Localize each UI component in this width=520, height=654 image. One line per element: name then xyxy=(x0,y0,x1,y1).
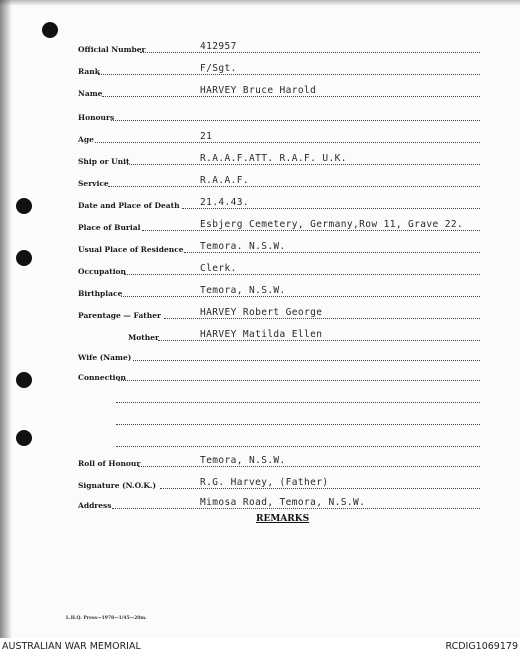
dotted-leader xyxy=(182,208,480,209)
field-label: Ship or Unit xyxy=(78,157,130,166)
field-value: Temora, N.S.W. xyxy=(200,285,286,296)
field-label: Parentage — Father xyxy=(78,311,161,320)
field-label: Roll of Honour xyxy=(78,459,141,468)
field-official-number xyxy=(0,36,520,56)
dotted-leader xyxy=(116,446,480,447)
field-roll-of-honour xyxy=(0,450,520,470)
dotted-leader xyxy=(124,274,480,275)
field-signature-nok xyxy=(0,472,520,492)
dotted-leader xyxy=(95,142,480,143)
dotted-leader xyxy=(111,120,480,121)
dotted-leader xyxy=(164,318,480,319)
dotted-leader xyxy=(127,164,480,165)
field-label: Wife (Name) xyxy=(78,353,132,362)
dotted-leader xyxy=(118,380,480,381)
field-value: Temora. N.S.W. xyxy=(200,241,286,252)
field-honours xyxy=(0,104,520,124)
field-label: Mother xyxy=(128,333,159,342)
field-value: 412957 xyxy=(200,41,237,52)
field-value: F/Sgt. xyxy=(200,63,237,74)
field-connection xyxy=(0,364,520,384)
field-label: Place of Burial xyxy=(78,223,141,232)
dotted-leader xyxy=(160,488,480,489)
field-label: Service xyxy=(78,179,109,188)
field-value: R.G. Harvey, (Father) xyxy=(200,477,329,488)
field-occupation xyxy=(0,258,520,278)
field-label: Occupation xyxy=(78,267,126,276)
dotted-leader xyxy=(116,424,480,425)
field-value: Mimosa Road, Temora, N.S.W. xyxy=(200,497,366,508)
field-label: Usual Place of Residence xyxy=(78,245,184,254)
field-birthplace xyxy=(0,280,520,300)
scan-top-shadow xyxy=(0,0,520,6)
field-name xyxy=(0,80,520,100)
field-date-place-of-death xyxy=(0,192,520,212)
printer-imprint: L.H.Q. Press—1978—1/45—20m. xyxy=(66,616,147,621)
field-address xyxy=(0,492,520,512)
dotted-leader xyxy=(121,296,480,297)
dotted-leader xyxy=(102,96,480,97)
connection-continuation-line xyxy=(0,408,520,428)
field-wife xyxy=(0,344,520,364)
field-label: Age xyxy=(78,135,94,144)
field-value: R.A.A.F. xyxy=(200,175,249,186)
field-label: Name xyxy=(78,89,103,98)
field-value: 21.4.43. xyxy=(200,197,249,208)
field-value: R.A.A.F.ATT. R.A.F. U.K. xyxy=(200,153,347,164)
field-mother xyxy=(0,324,520,344)
institution-credit: AUSTRALIAN WAR MEMORIAL xyxy=(2,641,141,652)
dotted-leader xyxy=(116,402,480,403)
field-ship-or-unit xyxy=(0,148,520,168)
dotted-leader xyxy=(142,230,480,231)
dotted-leader xyxy=(108,186,480,187)
field-label: Address xyxy=(78,501,112,510)
field-value: Esbjerg Cemetery, Germany,Row 11, Grave 22. xyxy=(200,219,464,230)
connection-continuation-line xyxy=(0,386,520,406)
dotted-leader xyxy=(140,52,480,53)
field-service xyxy=(0,170,520,190)
field-rank xyxy=(0,58,520,78)
field-label: Birthplace xyxy=(78,289,123,298)
connection-continuation-line xyxy=(0,430,520,450)
dotted-leader xyxy=(158,340,480,341)
dotted-leader xyxy=(98,74,480,75)
field-value: HARVEY Robert George xyxy=(200,307,323,318)
field-value: Clerk. xyxy=(200,263,237,274)
field-usual-residence xyxy=(0,236,520,256)
field-place-of-burial xyxy=(0,214,520,234)
dotted-leader xyxy=(138,466,480,467)
dotted-leader xyxy=(133,360,480,361)
dotted-leader xyxy=(112,508,480,509)
field-label: Rank xyxy=(78,67,100,76)
field-age xyxy=(0,126,520,146)
field-label: Official Number xyxy=(78,45,146,54)
field-label: Connection xyxy=(78,373,126,382)
archive-footer xyxy=(0,640,520,654)
field-father xyxy=(0,302,520,322)
field-value: HARVEY Matilda Ellen xyxy=(200,329,323,340)
field-label: Signature (N.O.K.) xyxy=(78,481,156,490)
field-label: Honours xyxy=(78,113,115,122)
remarks-heading: REMARKS xyxy=(256,514,310,524)
field-label: Date and Place of Death xyxy=(78,201,180,210)
field-value: 21 xyxy=(200,131,213,142)
field-value: Temora, N.S.W. xyxy=(200,455,286,466)
field-value: HARVEY Bruce Harold xyxy=(200,85,317,96)
dotted-leader xyxy=(184,252,480,253)
record-reference: RCDIG1069179 xyxy=(445,641,518,652)
